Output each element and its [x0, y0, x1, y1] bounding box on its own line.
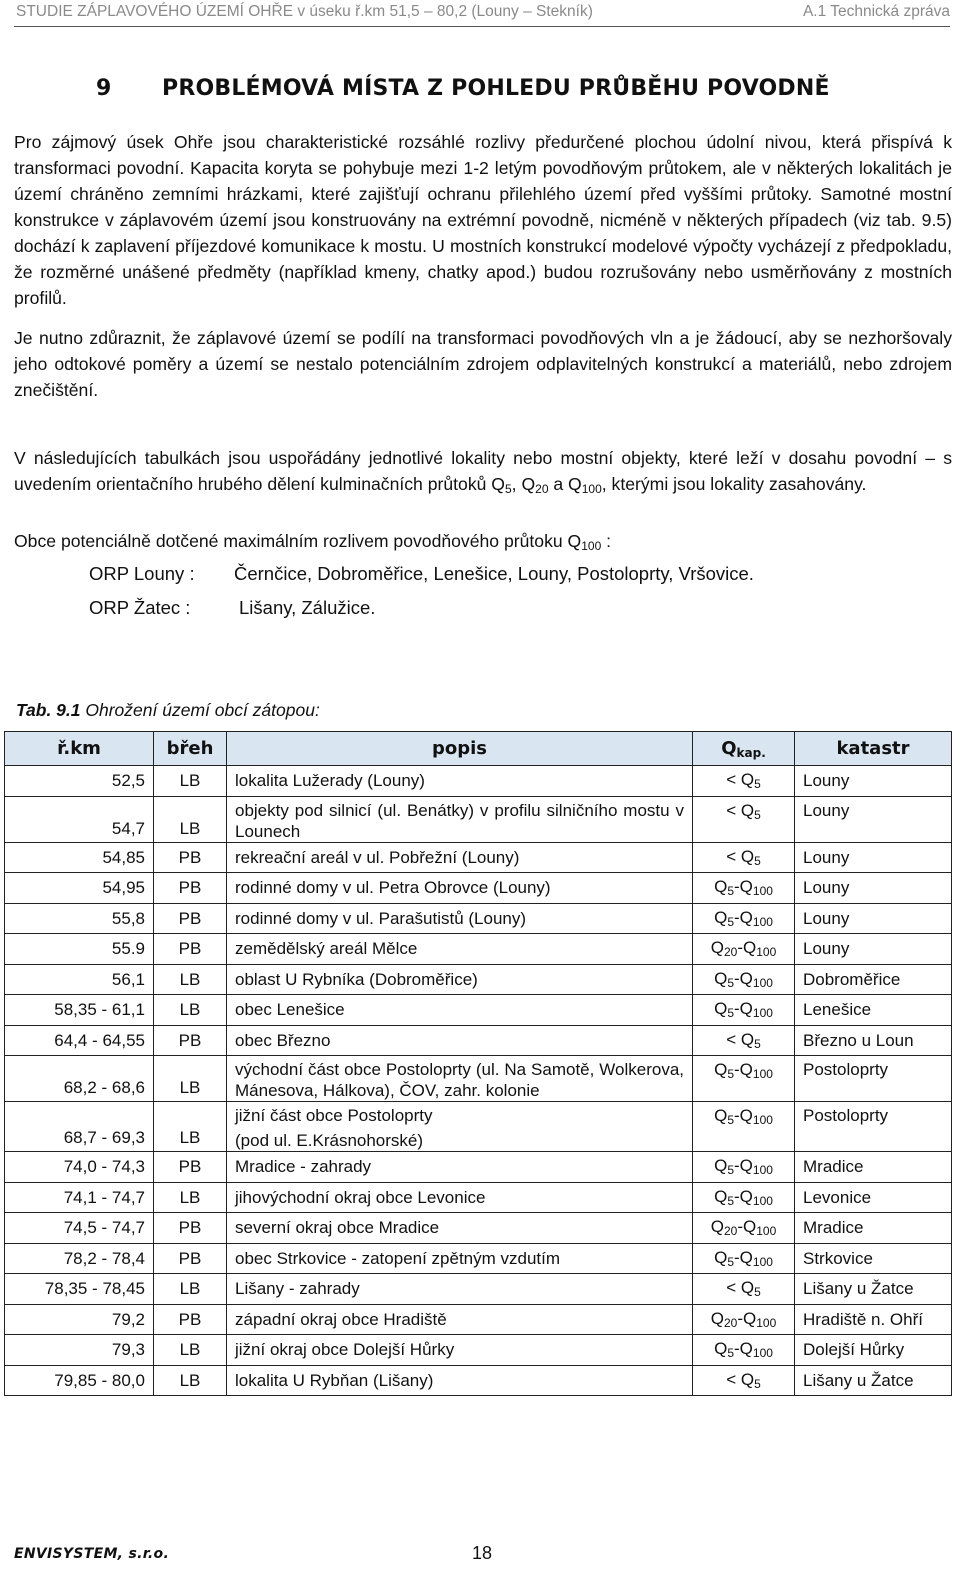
cell-capacity: [693, 1056, 795, 1102]
subscript: 5: [754, 777, 761, 792]
column-header-description: popis: [227, 732, 693, 766]
cell-km: 52,5: [5, 766, 154, 797]
paragraph-emphasis: Je nutno zdůraznit, že záplavové území se podílí na transformaci povodňových vln a je žádoucí, aby se nezhoršovaly jeho odtokové poměry a území se nestalo potenciálním zdrojem odplavitelných konstrukcí a materiálů, nebo zdrojem znečištění.: [14, 328, 952, 400]
cell-cadastre: Postoloprty: [795, 1056, 952, 1102]
flood-threat-table: [4, 731, 952, 1396]
cell-bank: LB: [154, 1182, 227, 1213]
cell-bank: PB: [154, 934, 227, 965]
subscript: 5: [727, 1346, 734, 1361]
footer-company: ENVISYSTEM, s.r.o.: [14, 1546, 170, 1562]
cell-km: 79,2: [5, 1304, 154, 1335]
capacity-text: < Q: [726, 1029, 755, 1049]
capacity-text: -Q: [737, 1308, 757, 1328]
cell-capacity: [693, 1274, 795, 1305]
table-row: [5, 1102, 952, 1152]
cell-description: rodinné domy v ul. Petra Obrovce (Louny): [227, 873, 693, 904]
table-row: [5, 1274, 952, 1305]
table-row: [5, 1243, 952, 1274]
capacity-text: < Q: [726, 770, 755, 790]
subscript: 5: [727, 1113, 734, 1127]
cell-cadastre: Dobroměřice: [795, 964, 952, 995]
capacity-text: Q: [714, 1106, 728, 1125]
capacity-text: Q: [714, 907, 728, 927]
cell-km: 54,95: [5, 873, 154, 904]
capacity-text: Q: [710, 1308, 724, 1328]
cell-km: 79,85 - 80,0: [5, 1365, 154, 1396]
table-row: [5, 964, 952, 995]
cell-cadastre: Louny: [795, 842, 952, 873]
cell-description: objekty pod silnicí (ul. Benátky) v profilu silničního mostu v Lounech: [227, 796, 693, 842]
cell-km: 55,8: [5, 903, 154, 934]
header-text: Q: [721, 738, 737, 759]
cell-cadastre: Hradiště n. Ohří: [795, 1304, 952, 1335]
capacity-text: < Q: [726, 1369, 755, 1389]
cell-bank: LB: [154, 1056, 227, 1102]
cell-km: 74,0 - 74,3: [5, 1152, 154, 1183]
capacity-text: Q: [714, 877, 728, 897]
orp-label: ORP Louny :: [89, 563, 195, 584]
cell-bank: PB: [154, 842, 227, 873]
capacity-text: -Q: [737, 938, 757, 958]
cell-bank: PB: [154, 903, 227, 934]
subscript: 100: [752, 1113, 773, 1127]
text-fragment: , Q: [511, 474, 536, 494]
capacity-text: Q: [714, 999, 728, 1019]
cell-cadastre: Postoloprty: [795, 1102, 952, 1152]
table-number: Tab. 9.1: [16, 700, 81, 720]
subscript: 100: [752, 1193, 773, 1208]
text-fragment: , kterými jsou lokality zasahovány.: [601, 474, 867, 494]
table-row: [5, 1152, 952, 1183]
table-row: [5, 1182, 952, 1213]
subscript: 100: [752, 1006, 773, 1021]
table-row: [5, 1335, 952, 1366]
cell-km: 56,1: [5, 964, 154, 995]
cell-capacity: [693, 1304, 795, 1335]
cell-bank: PB: [154, 1304, 227, 1335]
cell-cadastre: Dolejší Hůrky: [795, 1335, 952, 1366]
cell-bank: PB: [154, 1243, 227, 1274]
subscript: 5: [727, 884, 734, 899]
subscript: 5: [754, 1376, 761, 1391]
capacity-text: -Q: [734, 999, 753, 1019]
column-header-capacity: [693, 732, 795, 766]
capacity-text: -Q: [734, 907, 753, 927]
capacity-text: Q: [714, 1339, 728, 1359]
table-header-row: [5, 732, 952, 766]
cell-bank: LB: [154, 1274, 227, 1305]
cell-cadastre: Louny: [795, 766, 952, 797]
cell-km: 74,5 - 74,7: [5, 1213, 154, 1244]
cell-cadastre: Louny: [795, 934, 952, 965]
cell-cadastre: Mradice: [795, 1152, 952, 1183]
cell-description: obec Strkovice - zatopení zpětným vzdutím: [227, 1243, 693, 1274]
subscript: 100: [581, 539, 602, 553]
subscript: 100: [752, 1163, 773, 1178]
capacity-text: < Q: [726, 1278, 755, 1298]
column-header-cadastre: katastr: [795, 732, 952, 766]
cell-capacity: [693, 1213, 795, 1244]
chapter-title: PROBLÉMOVÁ MÍSTA Z POHLEDU PRŮBĚHU POVODNĚ: [162, 76, 830, 101]
table-caption: [16, 700, 320, 721]
text-fragment: :: [601, 531, 612, 551]
subscript: kap.: [736, 746, 766, 760]
cell-km: 68,2 - 68,6: [5, 1056, 154, 1102]
subscript: 5: [504, 482, 512, 496]
cell-description: zemědělský areál Mělce: [227, 934, 693, 965]
column-header-bank: břeh: [154, 732, 227, 766]
cell-capacity: [693, 796, 795, 842]
subscript: 5: [754, 853, 761, 868]
description-line: (pod ul. E.Krásnohorské): [235, 1131, 424, 1150]
cell-bank: LB: [154, 796, 227, 842]
cell-cadastre: Lišany u Žatce: [795, 1365, 952, 1396]
chapter-number: 9: [96, 76, 112, 101]
cell-cadastre: Louny: [795, 873, 952, 904]
cell-description: lokalita U Rybňan (Lišany): [227, 1365, 693, 1396]
orp-zatec-row: [89, 597, 375, 619]
cell-cadastre: Louny: [795, 903, 952, 934]
capacity-text: Q: [714, 1156, 728, 1176]
description-line: jižní část obce Postoloprty: [235, 1106, 433, 1125]
chapter-heading: [96, 76, 830, 101]
cell-description: Mradice - zahrady: [227, 1152, 693, 1183]
cell-bank: PB: [154, 873, 227, 904]
subscript: 100: [752, 1067, 773, 1081]
cell-description: Lišany - zahrady: [227, 1274, 693, 1305]
subscript: 20: [723, 1224, 738, 1239]
cell-description: jižní okraj obce Dolejší Hůrky: [227, 1335, 693, 1366]
cell-km: 58,35 - 61,1: [5, 995, 154, 1026]
capacity-text: Q: [714, 1186, 728, 1206]
cell-km: 79,3: [5, 1335, 154, 1366]
cell-cadastre: Levonice: [795, 1182, 952, 1213]
subscript: 100: [756, 1315, 777, 1330]
subscript: 5: [727, 1254, 734, 1269]
subscript: 5: [727, 1193, 734, 1208]
cell-km: 68,7 - 69,3: [5, 1102, 154, 1152]
table-row: [5, 903, 952, 934]
orp-label: ORP Žatec :: [89, 597, 191, 618]
capacity-text: Q: [714, 1247, 728, 1267]
subscript: 100: [752, 975, 773, 990]
cell-capacity: [693, 1025, 795, 1056]
text-fragment: Obce potenciálně dotčené maximálním rozlivem povodňového průtoku Q: [14, 531, 582, 551]
cell-capacity: [693, 873, 795, 904]
capacity-text: -Q: [734, 1339, 753, 1359]
table-row: [5, 1213, 952, 1244]
subscript: 20: [535, 482, 549, 496]
cell-capacity: [693, 1102, 795, 1152]
cell-capacity: [693, 995, 795, 1026]
cell-capacity: [693, 1152, 795, 1183]
subscript: 20: [723, 945, 738, 960]
cell-description: obec Březno: [227, 1025, 693, 1056]
table-row: [5, 766, 952, 797]
cell-bank: LB: [154, 1365, 227, 1396]
text-fragment: a Q: [548, 474, 582, 494]
cell-cadastre: Březno u Loun: [795, 1025, 952, 1056]
capacity-text: -Q: [734, 877, 753, 897]
cell-capacity: [693, 1335, 795, 1366]
capacity-text: -Q: [734, 1060, 753, 1079]
cell-description: lokalita Lužerady (Louny): [227, 766, 693, 797]
subscript: 5: [754, 1285, 761, 1300]
subscript: 5: [727, 1006, 734, 1021]
table-row: [5, 934, 952, 965]
cell-bank: LB: [154, 964, 227, 995]
header-section: A.1 Technická zpráva: [802, 3, 950, 20]
cell-km: 54,85: [5, 842, 154, 873]
cell-capacity: [693, 766, 795, 797]
cell-description: východní část obce Postoloprty (ul. Na Samotě, Wolkerova, Mánesova, Hálkova), ČOV, zahr. kolonie: [227, 1056, 693, 1102]
cell-cadastre: Strkovice: [795, 1243, 952, 1274]
capacity-text: -Q: [734, 1247, 753, 1267]
cell-cadastre: Mradice: [795, 1213, 952, 1244]
paragraph-intro: Pro zájmový úsek Ohře jsou charakteristické rozsáhlé rozlivy předurčené plochou údolní nivou, která přispívá k transformaci povodní. Kapacita koryta se pohybuje mezi 1-2 letým povodňovým průtokem, ale v některých lokalitách je území chráněno zemními hrázkami, které zajišťují ochranu přilehlého území před vyššími průtoky. Samotné mostní konstrukce v záplavovém území jsou konstruovány na extrémní povodně, nicméně v některých případech (viz tab. 9.5) dochází k zaplavení příjezdové komunikace k mostu. U mostních konstrukcí modelové výpočty vycházejí z předpokladu, že rozměrné unášené předměty (například kmeny, chatky apod.) budou rozrušovány nebo usměrňovány z mostních profilů.: [14, 132, 952, 308]
subscript: 20: [723, 1315, 738, 1330]
subscript: 100: [752, 1254, 773, 1269]
cell-capacity: [693, 903, 795, 934]
orp-value: Černčice, Dobroměřice, Lenešice, Louny, Postoloprty, Vršovice.: [234, 563, 754, 584]
capacity-text: Q: [710, 1217, 724, 1237]
cell-bank: LB: [154, 995, 227, 1026]
cell-bank: PB: [154, 1152, 227, 1183]
capacity-text: Q: [714, 968, 728, 988]
subscript: 5: [727, 975, 734, 990]
subscript: 5: [727, 914, 734, 929]
cell-description: rekreační areál v ul. Pobřežní (Louny): [227, 842, 693, 873]
cell-description: rodinné domy v ul. Parašutistů (Louny): [227, 903, 693, 934]
cell-description: [227, 1102, 693, 1152]
cell-cadastre: Louny: [795, 796, 952, 842]
subscript: 5: [754, 1036, 761, 1051]
cell-cadastre: Lišany u Žatce: [795, 1274, 952, 1305]
cell-bank: LB: [154, 1102, 227, 1152]
subscript: 100: [752, 884, 773, 899]
cell-km: 64,4 - 64,55: [5, 1025, 154, 1056]
cell-capacity: [693, 842, 795, 873]
capacity-text: Q: [710, 938, 724, 958]
cell-capacity: [693, 934, 795, 965]
table-row: [5, 842, 952, 873]
cell-description: severní okraj obce Mradice: [227, 1213, 693, 1244]
table-row: [5, 1304, 952, 1335]
subscript: 5: [754, 807, 761, 822]
capacity-text: < Q: [726, 846, 755, 866]
cell-capacity: [693, 1243, 795, 1274]
cell-bank: PB: [154, 1025, 227, 1056]
capacity-text: Q: [714, 1060, 728, 1079]
cell-capacity: [693, 1365, 795, 1396]
subscript: 5: [727, 1163, 734, 1178]
cell-km: 55.9: [5, 934, 154, 965]
subscript: 5: [727, 1067, 734, 1081]
subscript: 100: [752, 1346, 773, 1361]
table-row: [5, 1025, 952, 1056]
table-row: [5, 1365, 952, 1396]
subscript: 100: [756, 945, 777, 960]
cell-bank: LB: [154, 1335, 227, 1366]
capacity-text: -Q: [734, 968, 753, 988]
cell-km: 54,7: [5, 796, 154, 842]
text-fragment: V následujících tabulkách jsou uspořádány jednotlivé lokality nebo mostní objekty, které leží v dosahu povodní – s uvedením orientačního hrubého dělení kulminačních průtoků Q: [14, 448, 952, 494]
cell-description: západní okraj obce Hradiště: [227, 1304, 693, 1335]
cell-capacity: [693, 1182, 795, 1213]
table-row: [5, 995, 952, 1026]
subscript: 100: [581, 482, 602, 496]
paragraph-tables-intro: [14, 445, 952, 499]
page-header: [16, 3, 950, 25]
paragraph-affected-municipalities: [14, 528, 952, 556]
table-row: [5, 1056, 952, 1102]
table-row: [5, 873, 952, 904]
orp-louny-row: [89, 563, 754, 585]
cell-km: 78,2 - 78,4: [5, 1243, 154, 1274]
cell-description: oblast U Rybníka (Dobroměřice): [227, 964, 693, 995]
header-divider: [14, 26, 950, 27]
capacity-text: -Q: [737, 1217, 757, 1237]
table-caption-text: Ohrožení území obcí zátopou:: [80, 700, 320, 720]
cell-description: obec Lenešice: [227, 995, 693, 1026]
header-title: STUDIE ZÁPLAVOVÉHO ÚZEMÍ OHŘE v úseku ř.km 51,5 – 80,2 (Louny – Stekník): [16, 3, 593, 20]
cell-bank: PB: [154, 1213, 227, 1244]
cell-description: jihovýchodní okraj obce Levonice: [227, 1182, 693, 1213]
capacity-text: -Q: [734, 1186, 753, 1206]
cell-km: 74,1 - 74,7: [5, 1182, 154, 1213]
subscript: 100: [752, 914, 773, 929]
orp-value: Lišany, Zálužice.: [239, 597, 376, 618]
capacity-text: -Q: [734, 1156, 753, 1176]
subscript: 100: [756, 1224, 777, 1239]
cell-bank: LB: [154, 766, 227, 797]
capacity-text: -Q: [734, 1106, 753, 1125]
cell-km: 78,35 - 78,45: [5, 1274, 154, 1305]
page-number: 18: [472, 1543, 493, 1563]
cell-cadastre: Lenešice: [795, 995, 952, 1026]
cell-capacity: [693, 964, 795, 995]
capacity-text: < Q: [726, 800, 755, 820]
table-row: [5, 796, 952, 842]
column-header-km: ř.km: [5, 732, 154, 766]
